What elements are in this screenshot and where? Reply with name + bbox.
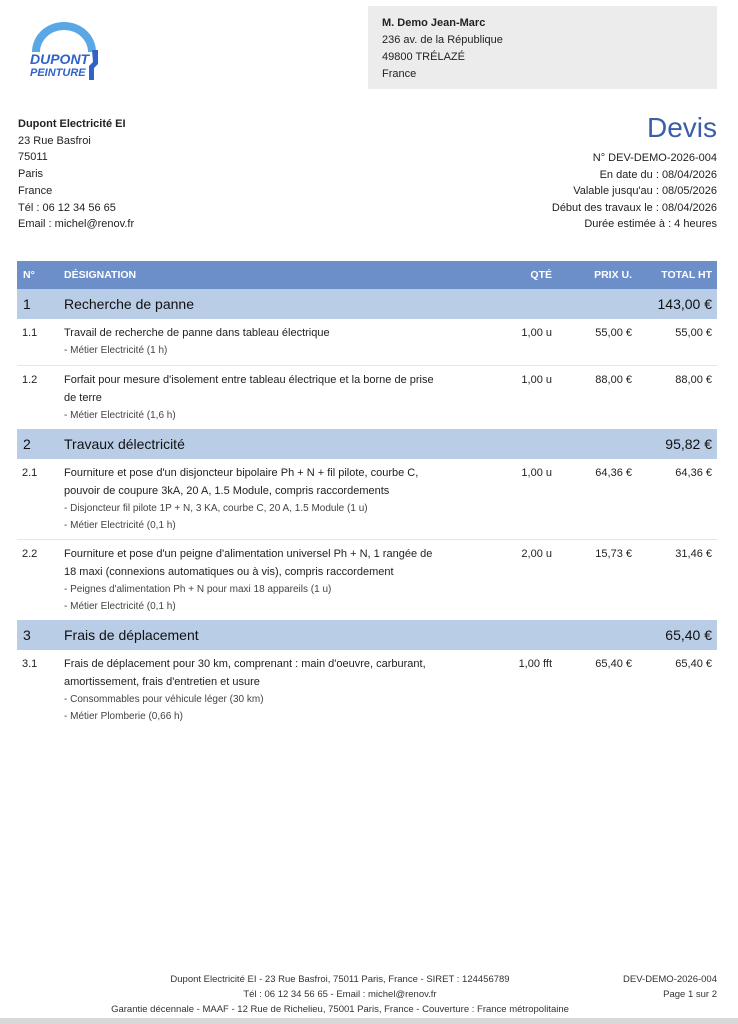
company-tel: Tél : 06 12 34 56 65: [18, 201, 116, 214]
item-description: [64, 371, 484, 424]
client-address-box: [368, 6, 717, 89]
item-line: Forfait pour mesure d'isolement entre tableau électrique et la borne de prise: [64, 374, 434, 386]
section-title: Frais de déplacement: [64, 627, 199, 643]
document-title: Devis: [646, 112, 717, 143]
company-country: France: [18, 184, 53, 197]
section-total: 95,82 €: [665, 436, 712, 452]
item-description: [64, 545, 484, 615]
item-sub: - Métier Electricité (0,1 h): [64, 520, 176, 531]
item-unit-price: 15,73 €: [595, 548, 632, 560]
company-info: [18, 116, 134, 233]
document-valid-until: Valable jusqu'au : 08/05/2026: [573, 185, 717, 198]
quote-table: [17, 261, 717, 730]
section-num: 1: [23, 296, 31, 312]
section-title: Recherche de panne: [64, 296, 194, 312]
header-qty: QTÉ: [530, 269, 552, 281]
bottom-divider: [0, 1018, 738, 1024]
table-row: [17, 540, 717, 620]
company-street: 23 Rue Basfroi: [18, 134, 91, 147]
item-unit-price: 64,36 €: [595, 467, 632, 479]
footer-contact-line: Tél : 06 12 34 56 65 - Email : michel@renov.fr: [243, 989, 437, 1000]
item-unit-price: 55,00 €: [595, 327, 632, 339]
item-qty: 1,00 u: [521, 374, 552, 386]
item-sub: - Métier Plomberie (0,66 h): [64, 711, 183, 722]
client-country: France: [382, 68, 417, 80]
footer-page-info: [623, 972, 717, 1002]
item-total: 64,36 €: [675, 467, 712, 479]
item-sub: - Métier Electricité (0,1 h): [64, 601, 176, 612]
paint-roller-logo-icon: [26, 20, 102, 84]
item-num: 1.2: [22, 374, 38, 386]
item-sub: - Métier Electricité (1,6 h): [64, 410, 176, 421]
footer-doc-ref: DEV-DEMO-2026-004: [623, 974, 717, 985]
item-line: Travail de recherche de panne dans tableau électrique: [64, 327, 330, 339]
item-num: 2.2: [22, 548, 38, 560]
item-unit-price: 65,40 €: [595, 658, 632, 670]
document-meta: [552, 150, 717, 233]
item-total: 55,00 €: [675, 327, 712, 339]
company-email: Email : michel@renov.fr: [18, 218, 135, 231]
table-header: [17, 261, 717, 289]
company-city: Paris: [18, 168, 44, 181]
document-duration: Durée estimée à : 4 heures: [584, 218, 717, 231]
footer-page-number: Page 1 sur 2: [663, 989, 717, 1000]
item-description: [64, 655, 484, 725]
company-name: Dupont Electricité EI: [18, 118, 126, 130]
header-unit-price: PRIX U.: [594, 269, 632, 281]
item-total: 31,46 €: [675, 548, 712, 560]
svg-text:DUPONT: DUPONT: [30, 51, 90, 67]
svg-text:PEINTURE: PEINTURE: [30, 67, 86, 79]
footer-insurance-line: Garantie décennale - MAAF - 12 Rue de Richelieu, 75001 Paris, France - Couverture : France métropolitaine: [111, 1004, 569, 1015]
item-line: Frais de déplacement pour 30 km, comprenant : main d'oeuvre, carburant,: [64, 658, 426, 670]
section-num: 2: [23, 436, 31, 452]
item-total: 88,00 €: [675, 374, 712, 386]
item-line: Fourniture et pose d'un disjoncteur bipolaire Ph + N + fil pilote, courbe C,: [64, 467, 419, 479]
item-line: de terre: [64, 392, 102, 404]
section-num: 3: [23, 627, 31, 643]
company-zip: 75011: [18, 151, 48, 164]
section-total: 143,00 €: [657, 296, 712, 312]
client-name: M. Demo Jean-Marc: [382, 17, 486, 29]
table-row: [17, 319, 717, 366]
company-logo: [26, 20, 102, 84]
item-unit-price: 88,00 €: [595, 374, 632, 386]
item-num: 1.1: [22, 327, 38, 339]
item-sub: - Métier Electricité (1 h): [64, 345, 168, 356]
footer-company-line: Dupont Electricité EI - 23 Rue Basfroi, 75011 Paris, France - SIRET : 124456789: [170, 974, 510, 985]
footer-legal: [60, 972, 620, 1017]
item-sub: - Consommables pour véhicule léger (30 km): [64, 694, 264, 705]
item-num: 2.1: [22, 467, 38, 479]
item-qty: 1,00 fft: [518, 658, 552, 670]
section-total: 65,40 €: [665, 627, 712, 643]
item-total: 65,40 €: [675, 658, 712, 670]
client-city: 49800 TRÉLAZÉ: [382, 51, 465, 63]
header-num: N°: [23, 269, 35, 281]
section-row: [17, 429, 717, 459]
item-sub: - Peignes d'alimentation Ph + N pour maxi 18 appareils (1 u): [64, 584, 332, 595]
document-start-date: Début des travaux le : 08/04/2026: [551, 201, 717, 214]
document-number: N° DEV-DEMO-2026-004: [592, 152, 717, 164]
table-row: [17, 459, 717, 540]
item-qty: 2,00 u: [521, 548, 552, 560]
item-line: pouvoir de coupure 3kA, 20 A, 1.5 Module, compris raccordements: [64, 485, 390, 497]
item-qty: 1,00 u: [521, 327, 552, 339]
item-num: 3.1: [22, 658, 38, 670]
item-qty: 1,00 u: [521, 467, 552, 479]
header-designation: DÉSIGNATION: [64, 269, 137, 281]
item-description: [64, 464, 484, 534]
section-title: Travaux délectricité: [64, 436, 185, 452]
item-line: amortissement, frais d'entretien et usure: [64, 676, 260, 688]
section-row: [17, 620, 717, 650]
section-row: [17, 289, 717, 319]
item-line: Fourniture et pose d'un peigne d'alimentation universel Ph + N, 1 rangée de: [64, 548, 433, 560]
document-date: En date du : 08/04/2026: [599, 168, 717, 181]
client-address: 236 av. de la République: [382, 34, 503, 46]
item-line: 18 maxi (connexions automatiques ou à vis), compris raccordement: [64, 566, 394, 578]
item-description: [64, 324, 484, 359]
table-row: [17, 366, 717, 429]
item-sub: - Disjoncteur fil pilote 1P + N, 3 KA, courbe C, 20 A, 1.5 Module (1 u): [64, 503, 368, 514]
table-row: [17, 650, 717, 730]
header-total: TOTAL HT: [661, 269, 712, 281]
